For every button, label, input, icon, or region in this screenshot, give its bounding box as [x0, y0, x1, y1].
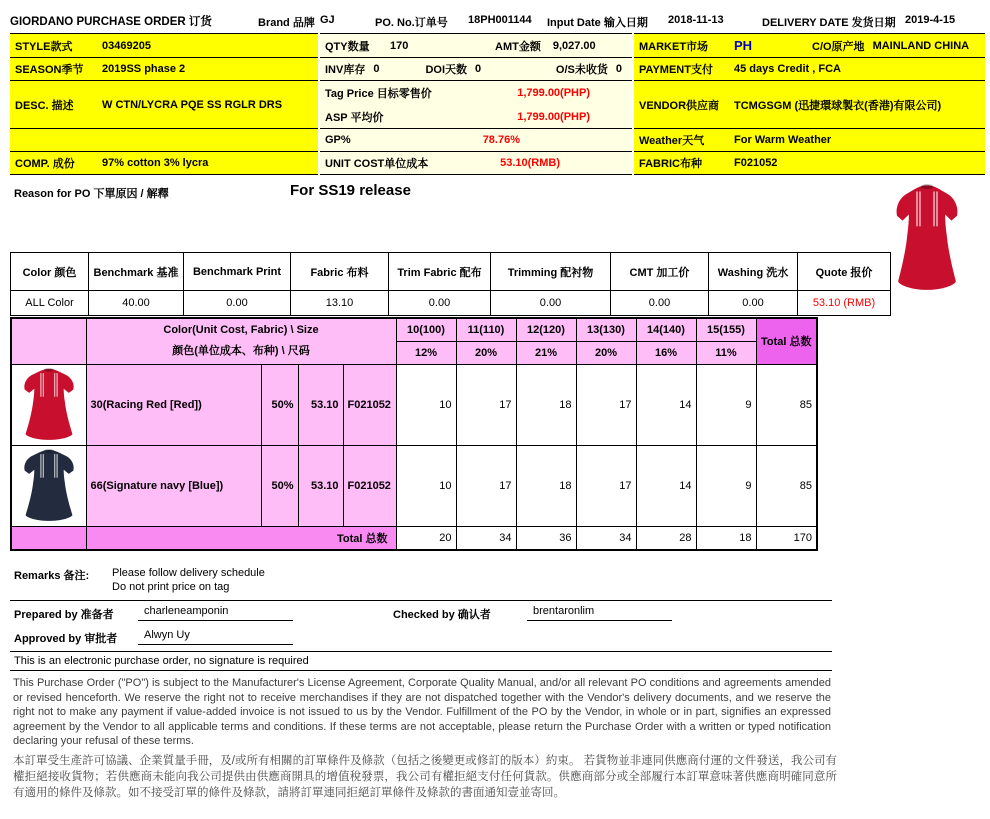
ratio-11: 20% [456, 341, 516, 364]
navy-dress-thumb [19, 447, 79, 525]
row-total: 85 [756, 364, 817, 445]
size-header-11: 11(110) [456, 318, 516, 341]
doi-label: DOI天数 [425, 64, 468, 76]
style-value: 03469205 [102, 39, 151, 52]
brand-label: Brand 品牌 [258, 17, 315, 29]
color-pct: 50% [261, 364, 298, 445]
style-row [10, 34, 318, 58]
approved-by-field[interactable]: Alwyn Uy [138, 627, 293, 645]
gp-value: 78.76% [482, 134, 520, 146]
qty-size-11: 17 [456, 445, 516, 526]
remarks-label: Remarks 备注: [14, 570, 90, 582]
size-header-14: 14(140) [636, 318, 696, 341]
payment-value: 45 days Credit , FCA [734, 63, 841, 75]
benchmark-header-benchmark-print: Benchmark Print [184, 253, 291, 291]
total-size-10: 20 [396, 526, 456, 550]
racing-red-dress-image [11, 364, 86, 445]
delivery-date-label: DELIVERY DATE 发货日期 [762, 17, 896, 29]
delivery-date-value: 2019-4-15 [905, 14, 956, 26]
input-date-value: 2018-11-13 [668, 14, 724, 26]
inv-label: INV库存 [325, 64, 366, 76]
total-size-13: 34 [576, 526, 636, 550]
season-value: 2019SS phase 2 [102, 63, 186, 75]
size-header-10: 10(100) [396, 318, 456, 341]
description-label: DESC. 描述 [15, 99, 74, 112]
qty-amt-row [320, 34, 632, 58]
composition-value: 97% cotton 3% lycra [102, 157, 209, 169]
size-header-12: 12(120) [516, 318, 576, 341]
color-fabric: F021052 [343, 445, 396, 526]
qty-value: 170 [390, 39, 409, 52]
qty-size-11: 17 [456, 364, 516, 445]
color-size-header-en: Color(Unit Cost, Fabric) \ Size [163, 324, 319, 337]
color-pct: 50% [261, 445, 298, 526]
vendor-label: VENDOR供应商 [639, 99, 720, 112]
qty-size-14: 14 [636, 364, 696, 445]
remarks-line-2: Do not print price on tag [112, 581, 230, 593]
product-image-red-dress [890, 181, 964, 296]
benchmark-header-trim-fabric: Trim Fabric 配布 [389, 253, 491, 291]
legal-terms-chinese: 本訂單受生產許可協議、企業質量手冊，及/或所有相關的訂單條件及條款（包括之後變更或修訂的版本）約束。 若貨物並非連同供應商付運的文件發送，我公司有權拒絕接收貨物；若供應商未能向我公司提供由供應商開具的增值稅發票，我公司有權拒絕支付任何貨款。供應商部分或全部履行本訂單意味著供應商明確同意所有適用的條件及條款。如不接受訂單的條件及條款，請將訂單連同拒絕訂單條件及條款的書面通知壹並寄回。 [13, 755, 837, 799]
electronic-po-note: This is an electronic purchase order, no signature is required [14, 655, 309, 667]
unit-cost-label: UNIT COST单位成本 [325, 158, 429, 170]
qty-size-15: 9 [696, 364, 756, 445]
amt-label: AMT金额 [495, 40, 541, 53]
ratio-10: 12% [396, 341, 456, 364]
totals-row-image-cell [11, 526, 86, 550]
benchmark-color-value: ALL Color [11, 291, 89, 316]
size-header-15: 15(155) [696, 318, 756, 341]
color-unit-cost: 53.10 [298, 364, 343, 445]
qty-size-12: 18 [516, 364, 576, 445]
benchmark-header-fabric: Fabric 布料 [291, 253, 389, 291]
qty-size-13: 17 [576, 364, 636, 445]
color-row-signature-navy [11, 445, 817, 526]
tag-price-value: 1,799.00(PHP) [517, 87, 590, 99]
weather-row [634, 129, 985, 152]
qty-size-12: 18 [516, 445, 576, 526]
total-size-14: 28 [636, 526, 696, 550]
co-value: MAINLAND CHINA [872, 39, 970, 52]
os-value: 0 [615, 63, 622, 75]
color-size-header [86, 318, 396, 364]
market-label: MARKET市场 [639, 40, 709, 53]
color-row-racing-red [11, 364, 817, 445]
divider [10, 651, 832, 652]
checked-by-field[interactable]: brentaronlim [527, 603, 672, 621]
red-dress-graphic [890, 181, 964, 296]
composition-row [10, 152, 318, 175]
signature-navy-dress-image [11, 445, 86, 526]
qty-label: QTY数量 [325, 40, 370, 53]
unit-cost-value: 53.10(RMB) [500, 157, 560, 169]
benchmark-value: 40.00 [89, 291, 184, 316]
ratio-12: 21% [516, 341, 576, 364]
input-date-label: Input Date 输入日期 [547, 17, 648, 29]
color-unit-cost: 53.10 [298, 445, 343, 526]
vendor-value: TCMGSGM (迅捷環球製衣(香港)有限公司) [734, 99, 942, 112]
description-value: W CTN/LYCRA PQE SS RGLR DRS [102, 98, 283, 111]
market-value: PH [734, 38, 753, 53]
market-row [634, 34, 985, 58]
image-column-header [11, 318, 86, 364]
divider [10, 670, 832, 671]
reason-label: Reason for PO 下單原因 / 解釋 [14, 188, 169, 200]
unit-cost-row [320, 152, 632, 175]
inv-value: 0 [373, 63, 380, 75]
po-number-value: 18PH001144 [468, 14, 532, 26]
co-label: C/O原产地 [812, 40, 865, 53]
asp-label: ASP 平均价 [325, 111, 384, 124]
ratio-14: 16% [636, 341, 696, 364]
benchmark-header-quote: Quote 报价 [798, 253, 891, 291]
fabric-value: F021052 [734, 157, 778, 169]
doi-value: 0 [475, 63, 482, 75]
total-size-15: 18 [696, 526, 756, 550]
benchmark-header-washing: Washing 洗水 [709, 253, 798, 291]
qty-size-15: 9 [696, 445, 756, 526]
checked-by-label: Checked by 确认者 [393, 609, 491, 621]
gp-label: GP% [325, 134, 351, 146]
totals-row-label: Total 总数 [86, 526, 396, 550]
size-breakdown-table [10, 317, 818, 551]
quote-value: 53.10 (RMB) [798, 291, 891, 316]
fabric-row [634, 152, 985, 175]
benchmark-print-value: 0.00 [184, 291, 291, 316]
ratio-15: 11% [696, 341, 756, 364]
red-dress-thumb [19, 366, 79, 444]
inv-doi-os-row [320, 58, 632, 81]
empty-yellow-row [10, 129, 318, 152]
info-right-block [634, 33, 985, 175]
benchmark-data-row [11, 291, 891, 316]
fabric-label: FABRIC布种 [639, 158, 702, 170]
benchmark-header-trimming: Trimming 配衬物 [491, 253, 611, 291]
color-name: 66(Signature navy [Blue]) [86, 445, 261, 526]
fabric-cost-value: 13.10 [291, 291, 389, 316]
color-name: 30(Racing Red [Red]) [86, 364, 261, 445]
total-column-header: Total 总数 [756, 318, 817, 364]
total-size-12: 36 [516, 526, 576, 550]
composition-label: COMP. 成份 [15, 158, 75, 170]
size-header-13: 13(130) [576, 318, 636, 341]
qty-size-10: 10 [396, 364, 456, 445]
qty-size-10: 10 [396, 445, 456, 526]
grand-total: 170 [756, 526, 817, 550]
total-size-11: 34 [456, 526, 516, 550]
totals-row [11, 526, 817, 550]
vendor-row [634, 81, 985, 129]
remarks-line-1: Please follow delivery schedule [112, 567, 265, 579]
legal-terms-english: This Purchase Order ("PO") is subject to the Manufacturer's License Agreement, Corporate Quality Manual, and/or all relevant PO conditions and agreements amended or revised henceforth. We reserve the right not to receive merchandises if they are not dispatched together with the Vendor's delivery documents, and we reserve the right not to make any payment if value-added invoice is not issued to us by the Vendor. Fulfillment of the PO by the Vendor, in whole or in part, signifies an expressed agreement by the Vendor to all applicable terms and conditions. If these terms are not acceptable, please return the Purchase Order with a written or typed notification declaring your refusal of these terms. [13, 677, 831, 747]
qty-size-13: 17 [576, 445, 636, 526]
washing-value: 0.00 [709, 291, 798, 316]
cmt-value: 0.00 [611, 291, 709, 316]
po-number-label: PO. No.订单号 [375, 17, 448, 29]
color-size-header-zh: 颜色(单位成本、布种) \ 尺码 [172, 345, 310, 358]
weather-value: For Warm Weather [734, 134, 832, 146]
qty-size-14: 14 [636, 445, 696, 526]
benchmark-header-benchmark: Benchmark 基准 [89, 253, 184, 291]
tag-price-label: Tag Price 目标零售价 [325, 88, 432, 100]
season-row [10, 58, 318, 81]
benchmark-table [10, 252, 891, 316]
prepared-by-field[interactable]: charleneamponin [138, 603, 293, 621]
row-total: 85 [756, 445, 817, 526]
ratio-13: 20% [576, 341, 636, 364]
payment-label: PAYMENT支付 [639, 64, 713, 76]
document-title: GIORDANO PURCHASE ORDER 订货 [10, 16, 212, 28]
benchmark-header-cmt: CMT 加工价 [611, 253, 709, 291]
amt-value: 9,027.00 [552, 39, 596, 52]
gp-row [320, 129, 632, 152]
benchmark-header-color: Color 颜色 [11, 253, 89, 291]
approved-by-label: Approved by 审批者 [14, 633, 118, 645]
description-row [10, 81, 318, 129]
size-header-row-1 [11, 318, 817, 341]
divider [10, 600, 832, 601]
info-middle-block [320, 33, 632, 175]
info-left-block [10, 33, 318, 175]
asp-value: 1,799.00(PHP) [517, 110, 590, 123]
color-fabric: F021052 [343, 364, 396, 445]
reason-value: For SS19 release [290, 182, 411, 199]
payment-row [634, 58, 985, 81]
season-label: SEASON季节 [15, 64, 84, 76]
trim-fabric-value: 0.00 [389, 291, 491, 316]
os-label: O/S未收货 [555, 64, 608, 76]
weather-label: Weather天气 [639, 135, 705, 147]
style-label: STYLE款式 [15, 40, 73, 53]
brand-value: GJ [320, 14, 335, 26]
benchmark-header-row [11, 253, 891, 291]
prepared-by-label: Prepared by 准备者 [14, 609, 114, 621]
trimming-value: 0.00 [491, 291, 611, 316]
tag-price-row [320, 81, 632, 105]
asp-row [320, 105, 632, 129]
